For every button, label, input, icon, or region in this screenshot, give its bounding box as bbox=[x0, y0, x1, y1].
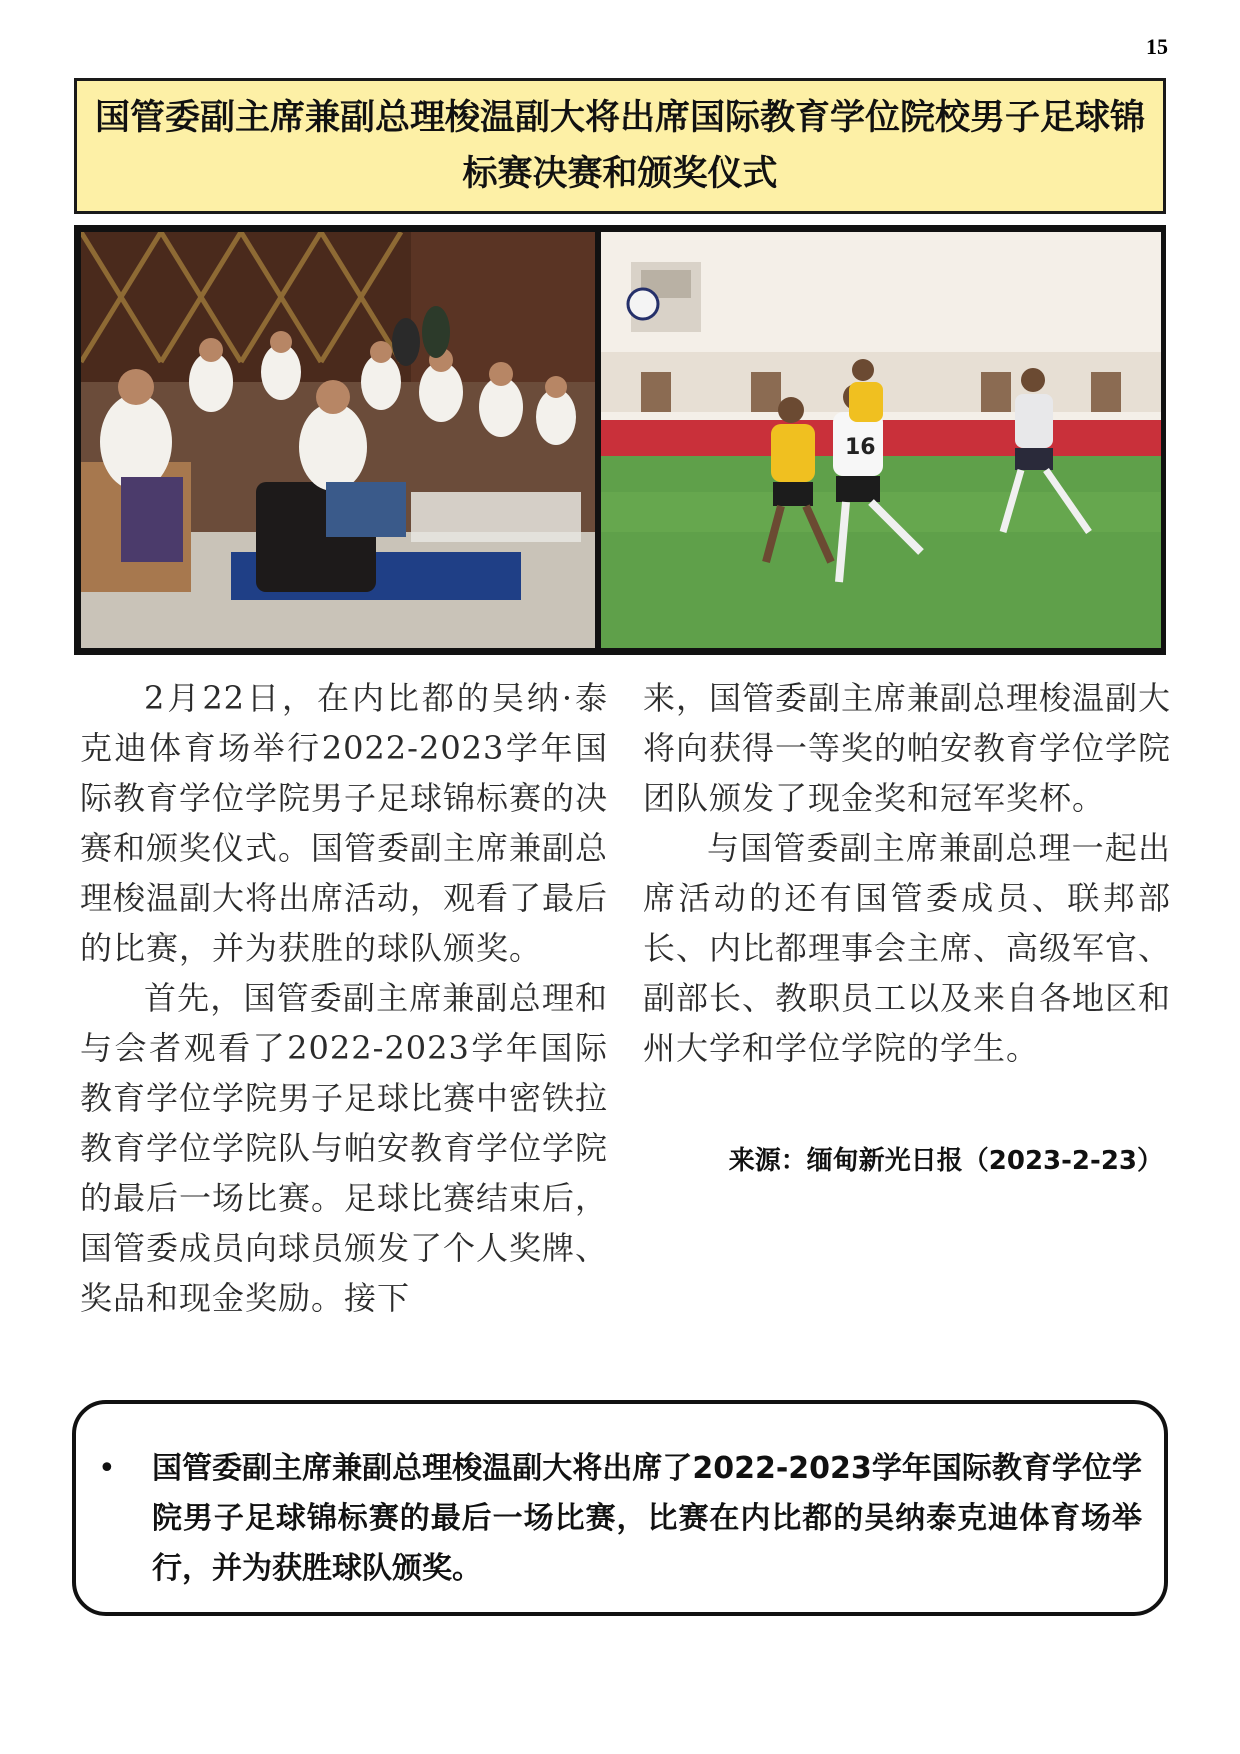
summary-text: 国管委副主席兼副总理梭温副大将出席了2022-2023学年国际教育学位学院男子足球锦标赛的最后一场比赛，比赛在内比都的吴纳泰克迪体育场举行，并为获胜球队颁奖。 bbox=[152, 1451, 1142, 1586]
bullet-icon: • bbox=[98, 1451, 116, 1486]
photo-frame bbox=[74, 225, 1166, 655]
photo-football-match bbox=[601, 232, 1161, 648]
page-number: 15 bbox=[1146, 34, 1168, 59]
jersey-number: 16 bbox=[845, 435, 876, 460]
article-paragraph: 2月22日，在内比都的吴纳·泰克迪体育场举行2022-2023学年国际教育学位学院男子足球锦标赛的决赛和颁奖仪式。国管委副主席兼副总理梭温副大将出席活动，观看了最后的比赛，并为获胜的球队颁奖。 bbox=[80, 679, 609, 967]
title-banner bbox=[74, 78, 1166, 214]
page-title: 国管委副主席兼副总理梭温副大将出席国际教育学位院校男子足球锦标赛决赛和颁奖仪式 bbox=[94, 98, 1145, 194]
photo-dignitaries-watching bbox=[81, 232, 595, 648]
article-paragraph: 来，国管委副主席兼副总理梭温副大将向获得一等奖的帕安教育学位学院团队颁发了现金奖和冠军奖杯。 bbox=[643, 679, 1172, 817]
article-paragraph: 与国管委副主席兼副总理一起出席活动的还有国管委成员、联邦部长、内比都理事会主席、高级军官、副部长、教职员工以及来自各地区和州大学和学位学院的学生。 bbox=[643, 829, 1172, 1067]
article-right-column bbox=[643, 673, 1171, 1073]
article-paragraph: 首先，国管委副主席兼副总理和与会者观看了2022-2023学年国际教育学位学院男子足球比赛中密铁拉教育学位学院队与帕安教育学位学院的最后一场比赛。足球比赛结束后，国管委成员向球员颁发了个人奖牌、奖品和现金奖励。接下 bbox=[80, 979, 609, 1317]
article-source: 来源：缅甸新光日报（2023-2-23） bbox=[728, 1146, 1163, 1176]
summary-box bbox=[72, 1400, 1168, 1616]
article-left-column bbox=[80, 673, 608, 1323]
summary-item bbox=[98, 1444, 1142, 1594]
